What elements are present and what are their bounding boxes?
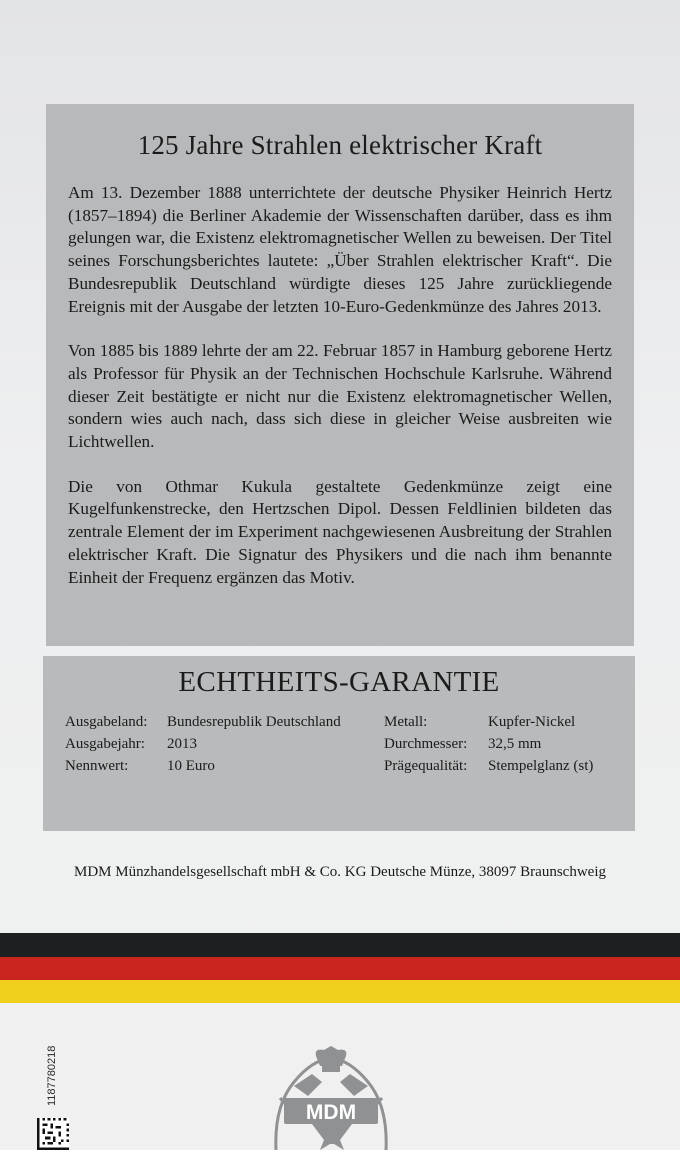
fact-row-year (65, 733, 341, 755)
flag-stripe-black (0, 933, 680, 957)
article-panel (46, 104, 634, 646)
datamatrix-code-icon (36, 1118, 70, 1150)
paragraph-1: Am 13. Dezember 1888 unterrichtete der deutsche Physiker Heinrich Hertz (1857–1894) die Berliner Akademie der Wissenschaften darüber, dass es ihm gelungen war, die Existenz elektromagnetischer Wellen zu beweisen. Der Titel seines Forschungsberichtes lautete: „Über Strahlen elektrischer Kraft“. Die Bundesrepublik Deutschland würdigte dieses 125 Jahre zurückliegende Ereignis mit der Ausgabe der letzten 10-Euro-Gedenkmünze des Jahres 2013. (68, 183, 612, 316)
guarantee-title: ECHTHEITS-GARANTIE (178, 666, 500, 698)
fact-value: 32,5 mm (488, 736, 542, 752)
fact-value: 2013 (167, 736, 197, 752)
facts-left (65, 711, 341, 777)
fact-label: Nennwert: (65, 758, 129, 774)
flag-stripe-red (0, 957, 680, 980)
fact-value: 10 Euro (167, 758, 215, 774)
article-body (68, 182, 612, 611)
facts-right (384, 711, 593, 777)
fact-value: Bundesrepublik Deutschland (167, 714, 341, 730)
fact-row-metal (384, 711, 593, 733)
fact-value: Kupfer-Nickel (488, 714, 576, 730)
fact-row-diameter (384, 733, 593, 755)
fact-row-denomination (65, 755, 341, 777)
paragraph-2: Von 1885 bis 1889 lehrte der am 22. Februar 1857 in Hamburg geborene Hertz als Professor für Physik an der Technischen Hochschule Karlsruhe. Während dieser Zeit bestätigte er nicht nur die Existenz elektromagnetischer Wellen, sondern wies auch nach, dass sich diese in gleicher Weise ausbreiten wie Lichtwellen. (68, 341, 612, 452)
publisher-line: MDM Münzhandelsgesellschaft mbH & Co. KG Deutsche Münze, 38097 Braunschweig (74, 864, 606, 880)
fact-row-quality (384, 755, 593, 777)
serial-number: 1187780218 (46, 1045, 58, 1106)
mdm-logo (272, 1046, 390, 1150)
flag-stripe-gold (0, 980, 680, 1003)
fact-label: Prägequalität: (384, 758, 468, 774)
fact-label: Durchmesser: (384, 736, 468, 752)
fact-label: Ausgabejahr: (65, 736, 145, 752)
fact-value: Stempelglanz (st) (488, 758, 594, 774)
fact-row-country (65, 711, 341, 733)
fact-label: Ausgabeland: (65, 714, 148, 730)
article-title: 125 Jahre Strahlen elektrischer Kraft (137, 130, 543, 160)
guarantee-panel (43, 656, 635, 831)
fact-label: Metall: (384, 714, 428, 730)
logo-text: MDM (305, 1101, 357, 1124)
paragraph-3: Die von Othmar Kukula gestaltete Gedenkmünze zeigt eine Kugelfunkenstrecke, den Hertzschen Dipol. Dessen Feldlinien bildeten das zentrale Element der im Experiment nachgewiesenen Ausbreitung der Strahlen elektrischer Kraft. Die Signatur des Physikers und die nach ihm benannte Einheit der Frequenz ergänzen das Motiv. (68, 476, 612, 587)
